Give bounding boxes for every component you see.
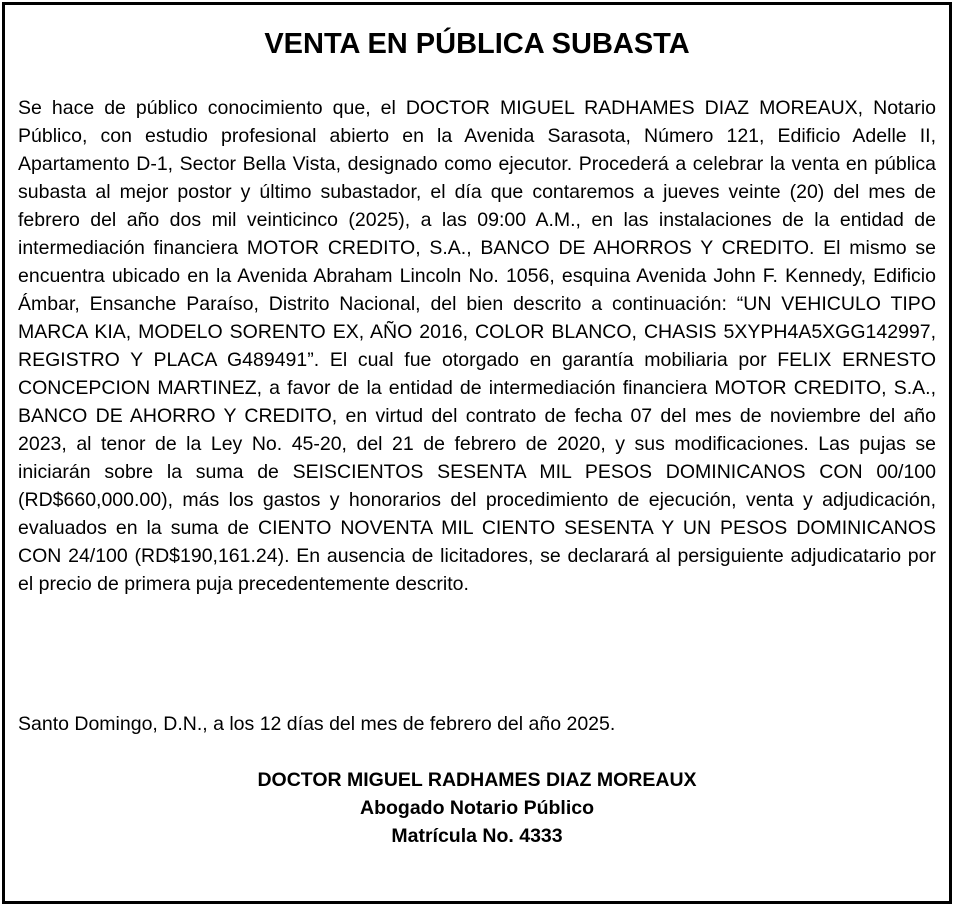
notice-title: VENTA EN PÚBLICA SUBASTA (264, 28, 690, 60)
notice-frame (2, 2, 952, 904)
signatory-registration: Matrícula No. 4333 (391, 825, 563, 847)
signatory-name: DOCTOR MIGUEL RADHAMES DIAZ MOREAUX (257, 769, 697, 791)
signature-block (5, 766, 949, 850)
signatory-role: Abogado Notario Público (360, 797, 594, 819)
place-date: Santo Domingo, D.N., a los 12 días del mes de febrero del año 2025. (18, 713, 616, 735)
notice-body: Se hace de público conocimiento que, el DOCTOR MIGUEL RADHAMES DIAZ MOREAUX, Notario Público, con estudio profesional abierto en la Avenida Sarasota, Número 121, Edificio Adelle II, Apartamento D-1, Sector Bella Vista, designado como ejecutor. Procederá a celebrar la venta en pública subasta al mejor postor y último subastador, el día que contaremos a jueves veinte (20) del mes de febrero del año dos mil veinticinco (2025), a las 09:00 A.M., en las instalaciones de la entidad de intermediación financiera MOTOR CREDITO, S.A., BANCO DE AHORROS Y CREDITO. El mismo se encuentra ubicado en la Avenida Abraham Lincoln No. 1056, esquina Avenida John F. Kennedy, Edificio Ámbar, Ensanche Paraíso, Distrito Nacional, del bien descrito a continuación: “UN VEHICULO TIPO MARCA KIA, MODELO SORENTO EX, AÑO 2016, COLOR BLANCO, CHASIS 5XYPH4A5XGG142997, REGISTRO Y PLACA G489491”. El cual fue otorgado en garantía mobiliaria por FELIX ERNESTO CONCEPCION MARTINEZ, a favor de la entidad de intermediación financiera MOTOR CREDITO, S.A., BANCO DE AHORRO Y CREDITO, en virtud del contrato de fecha 07 del mes de noviembre del año 2023, al tenor de la Ley No. 45-20, del 21 de febrero de 2020, y sus modificaciones. Las pujas se iniciarán sobre la suma de SEISCIENTOS SESENTA MIL PESOS DOMINICANOS CON 00/100 (RD$660,000.00), más los gastos y honorarios del procedimiento de ejecución, venta y adjudicación, evaluados en la suma de CIENTO NOVENTA MIL CIENTO SESENTA Y UN PESOS DOMINICANOS CON 24/100 (RD$190,161.24). En ausencia de licitadores, se declarará al persiguiente adjudicatario por el precio de primera puja precedentemente descrito. (18, 97, 936, 595)
